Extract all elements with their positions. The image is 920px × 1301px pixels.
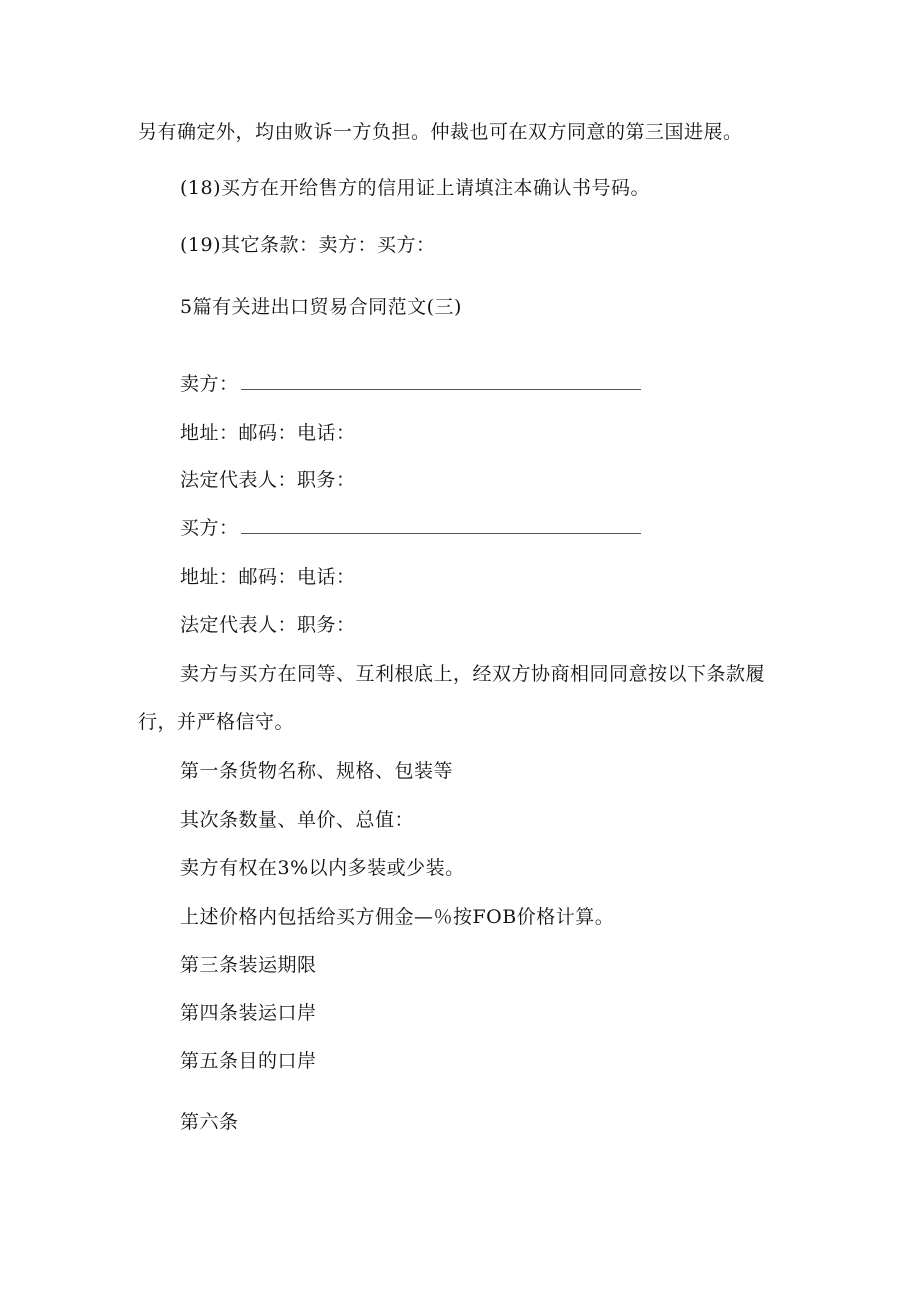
section-title: 5篇有关进出口贸易合同范文(三) [180,296,462,318]
seller-label: 卖方： [180,373,239,395]
article-3: 第三条装运期限 [180,954,317,976]
buyer-label: 买方： [180,517,239,539]
intro-paragraph-line-1: 卖方与买方在同等、互利根底上，经双方协商相同同意按以下条款履 [180,663,766,685]
article-4: 第四条装运口岸 [180,1002,317,1024]
seller-blank-line [241,375,641,390]
paragraph-clause-19: (19)其它条款：卖方：买方： [180,234,436,256]
paragraph-clause-18: (18)买方在开给售方的信用证上请填注本确认书号码。 [180,177,651,199]
buyer-address-line: 地址：邮码：电话： [180,566,356,588]
article-1: 第一条货物名称、规格、包装等 [180,760,454,782]
article-2-tolerance: 卖方有权在3%以内多装或少装。 [180,857,465,879]
buyer-representative-line: 法定代表人：职务： [180,614,356,636]
paragraph-arbitration-continued: 另有确定外，均由败诉一方负担。仲裁也可在双方同意的第三国进展。 [138,121,743,143]
buyer-blank-line [241,519,641,534]
article-2-commission: 上述价格内包括给买方佣金—％按FOB价格计算。 [180,906,615,928]
seller-line [180,372,641,396]
seller-representative-line: 法定代表人：职务： [180,469,356,491]
seller-address-line: 地址：邮码：电话： [180,422,356,444]
buyer-line [180,516,641,540]
article-5: 第五条目的口岸 [180,1050,317,1072]
article-6: 第六条 [180,1111,239,1133]
intro-paragraph-line-2: 行，并严格信守。 [138,711,295,733]
article-2: 其次条数量、单价、总值： [180,809,415,831]
